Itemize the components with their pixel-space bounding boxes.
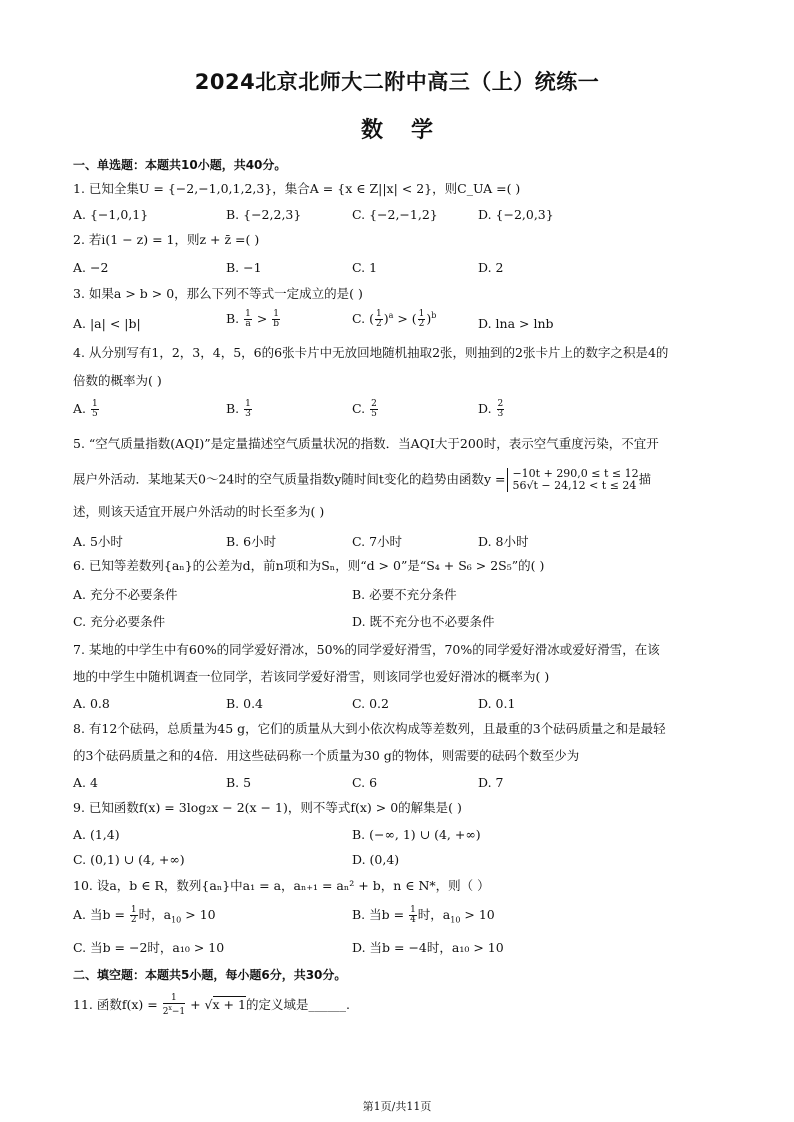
question-6: 6. 已知等差数列{aₙ}的公差为d，前n项和为Sₙ，则“d > 0”是“S₄ + S₆ > 2S₅”的( ) — [73, 558, 545, 573]
q3-option-d: D. lna > lnb — [478, 316, 554, 331]
question-10: 10. 设a，b ∈ R，数列{aₙ}中a₁ = a，aₙ₊₁ = aₙ² + b，n ∈ N*，则（ ） — [73, 878, 490, 893]
q7-option-d: D. 0.1 — [478, 696, 516, 711]
q1-option-b: B. {−2,2,3} — [226, 207, 302, 222]
q4-option-b: B. $\frac{1}{3}$ — [226, 399, 251, 419]
q8-option-c: C. 6 — [352, 775, 378, 790]
q10-option-d: D. 当b = −4时，a₁₀ > 10 — [352, 940, 504, 955]
q5-option-a: A. 5小时 — [73, 534, 123, 549]
question-4-line1: 4. 从分别写有1，2，3，4，5，6的6张卡片中无放回地随机抽取2张，则抽到的2张卡片上的数字之积是4的 — [73, 345, 669, 360]
q7-option-b: B. 0.4 — [226, 696, 264, 711]
q8-option-d: D. 7 — [478, 775, 504, 790]
question-5-line3: 述，则该天适宜开展户外活动的时长至多为( ) — [73, 504, 325, 519]
subject-title: 数学 — [360, 118, 461, 143]
q9-option-c: C. (0,1) ∪ (4, +∞) — [73, 852, 185, 867]
q6-option-b: B. 必要不充分条件 — [352, 587, 457, 602]
question-7-line1: 7. 某地的中学生中有60%的同学爱好滑冰，50%的同学爱好滑雪，70%的同学爱好滑冰或爱好滑雪，在该 — [73, 642, 660, 657]
question-8-line1: 8. 有12个砝码，总质量为45 g，它们的质量从大到小依次构成等差数列，且最重的3个砝码质量之和是最轻 — [73, 721, 666, 736]
q3-option-a: A. |a| < |b| — [73, 316, 141, 331]
q7-option-a: A. 0.8 — [73, 696, 110, 711]
section-heading-fill: 二、填空题：本题共5小题，每小题6分，共30分。 — [73, 968, 347, 982]
q7-option-c: C. 0.2 — [352, 696, 389, 711]
q2-option-d: D. 2 — [478, 260, 504, 275]
q6-option-c: C. 充分必要条件 — [73, 614, 166, 629]
q5-option-d: D. 8小时 — [478, 534, 529, 549]
q6-option-d: D. 既不充分也不必要条件 — [352, 614, 495, 629]
question-8-line2: 的3个砝码质量之和的4倍．用这些砝码称一个质量为30 g的物体，则需要的砝码个数至少为 — [73, 748, 580, 763]
question-1: 1. 已知全集U = {−2,−1,0,1,2,3}，集合A = {x ∈ Z||x| < 2}，则C_UA =( ) — [73, 181, 521, 196]
q9-option-b: B. (−∞, 1) ∪ (4, +∞) — [352, 827, 481, 842]
question-4-line2: 倍数的概率为( ) — [73, 373, 162, 388]
q5-text: 展户外活动．某地某天0～24时的空气质量指数y随时间t变化的趋势由函数y = — [73, 471, 506, 487]
q5-option-c: C. 7小时 — [352, 534, 403, 549]
q1-option-c: C. {−2,−1,2} — [352, 207, 438, 222]
q8-option-b: B. 5 — [226, 775, 252, 790]
question-3: 3. 如果a > b > 0，那么下列不等式一定成立的是( ) — [73, 286, 363, 301]
question-9: 9. 已知函数f(x) = 3log₂x − 2(x − 1)，则不等式f(x) > 0的解集是( ) — [73, 800, 462, 815]
q2-option-a: A. −2 — [73, 260, 109, 275]
q1-option-a: A. {−1,0,1} — [73, 207, 149, 222]
q5-case-1: −10t + 290,0 ≤ t ≤ 12 — [512, 467, 639, 480]
question-2: 2. 若i(1 − z) = 1，则z + z̄ =( ) — [73, 232, 260, 247]
question-5-line2 — [73, 468, 723, 492]
q3-option-c: C. ( $\frac{1}{2}$ )$^a$ > ( $\frac{1}{2}$ )$^b$ — [352, 309, 437, 329]
question-5-line1: 5. “空气质量指数(AQI)”是定量描述空气质量状况的指数．当AQI大于200时，表示空气重度污染，不宜开 — [73, 436, 659, 451]
q5-piecewise — [507, 468, 638, 492]
q9-option-d: D. (0,4) — [352, 852, 400, 867]
section-heading-choice: 一、单选题：本题共10小题，共40分。 — [73, 158, 287, 172]
q2-option-b: B. −1 — [226, 260, 262, 275]
q5-option-b: B. 6小时 — [226, 534, 277, 549]
q6-option-a: A. 充分不必要条件 — [73, 587, 178, 602]
q8-option-a: A. 4 — [73, 775, 98, 790]
q3-option-b: B. $\frac{1}{a}$ > $\frac{1}{b}$ — [226, 309, 280, 329]
q4-option-d: D. $\frac{2}{3}$ — [478, 399, 504, 419]
q5-tail: 描 — [638, 471, 652, 487]
q10-option-b: B. 当b = $\frac{1}{4}$ 时，$a_{10} > 10$ — [352, 905, 495, 925]
q4-option-a: A. $\frac{1}{5}$ — [73, 399, 98, 419]
question-11: 11. 函数f(x) = $\frac{1}{2^x-1}$ + √x + 1的定义域是______. — [73, 993, 350, 1017]
q10-option-c: C. 当b = −2时，a₁₀ > 10 — [73, 940, 225, 955]
q10-option-a: A. 当b = $\frac{1}{2}$ 时，$a_{10} > 10$ — [73, 905, 216, 925]
q2-option-c: C. 1 — [352, 260, 378, 275]
page-footer: 第1页/共11页 — [362, 1100, 432, 1113]
page-title: 2024北京北师大二附中高三（上）统练一 — [194, 70, 600, 94]
question-7-line2: 地的中学生中随机调查一位同学，若该同学爱好滑雪，则该同学也爱好滑冰的概率为( ) — [73, 669, 550, 684]
q4-option-c: C. $\frac{2}{5}$ — [352, 399, 377, 419]
q5-case-2: 56√t − 24,12 < t ≤ 24 — [512, 479, 637, 492]
q9-option-a: A. (1,4) — [73, 827, 120, 842]
q11-tail: 的定义域是______. — [245, 997, 350, 1012]
q1-option-d: D. {−2,0,3} — [478, 207, 554, 222]
